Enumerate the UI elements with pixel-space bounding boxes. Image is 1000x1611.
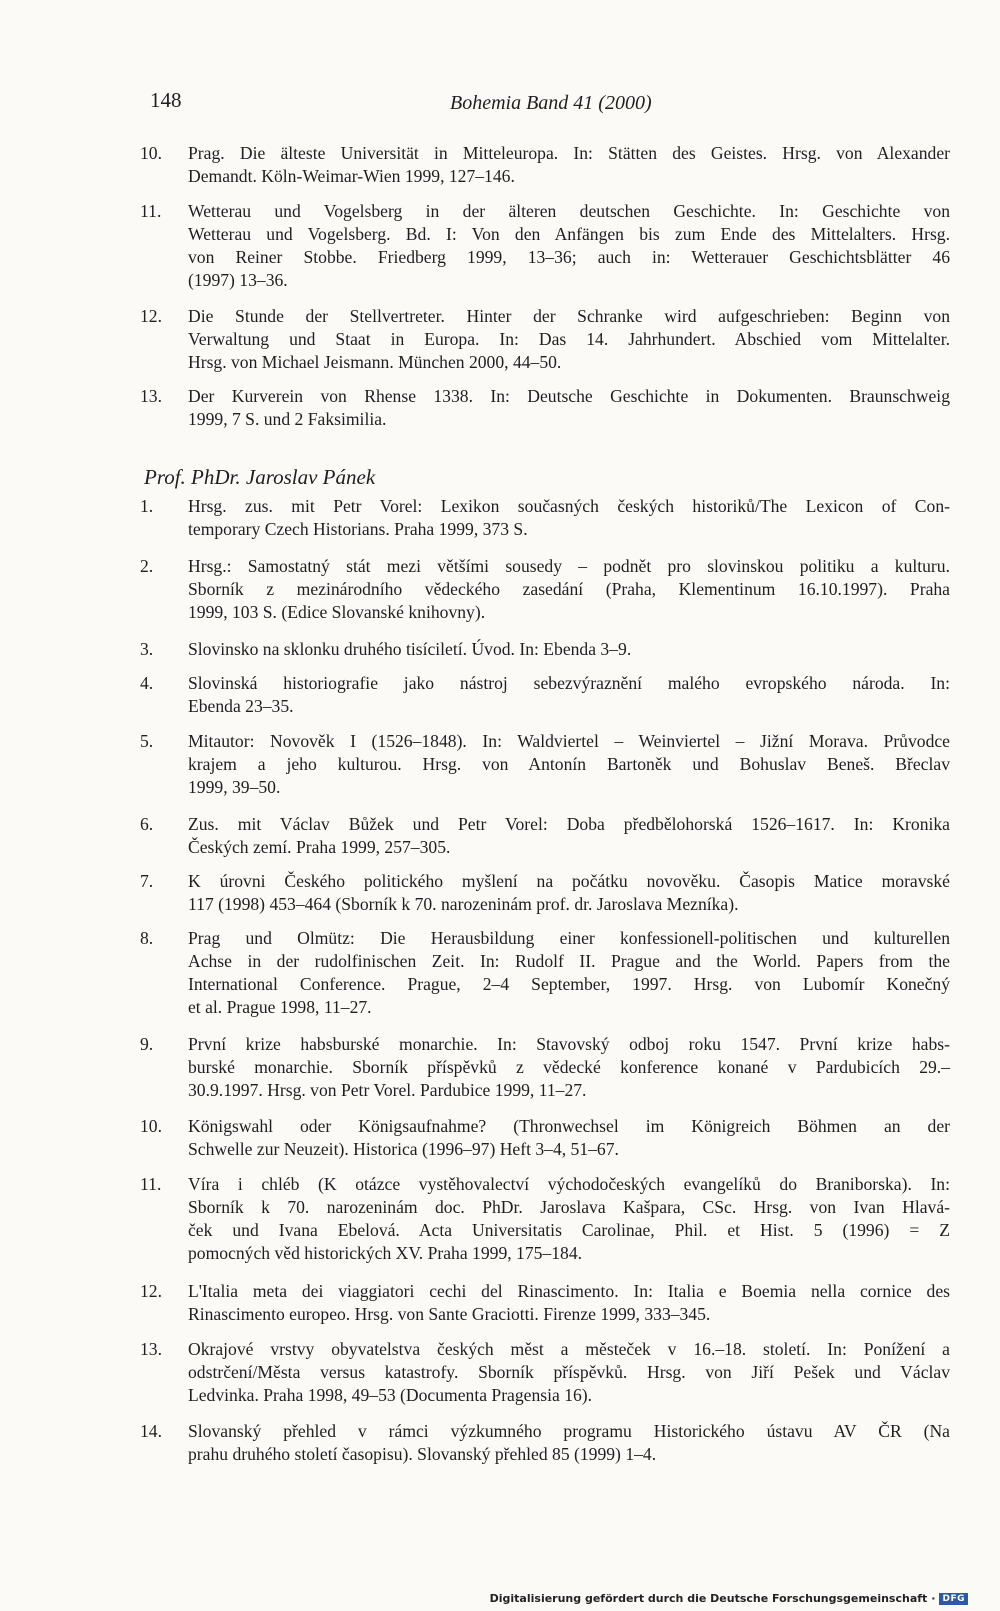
entry-line: Víra i chléb (K otázce vystěhovalectví východočeských evangelíků do Braniborska). In: bbox=[188, 1174, 950, 1194]
entry-line: Wetterau und Vogelsberg in der älteren deutschen Geschichte. In: Geschichte von bbox=[188, 201, 950, 221]
entry-line: von Reiner Stobbe. Friedberg 1999, 13–36; auch in: Wetterauer Geschichtsblätter 46 bbox=[188, 247, 950, 267]
entry-line: Wetterau und Vogelsberg. Bd. I: Von den Anfängen bis zum Ende des Mittelalters. Hrsg. bbox=[188, 224, 950, 244]
entry-line: Mitautor: Novověk I (1526–1848). In: Waldviertel – Weinviertel – Jižní Morava. Průvodce bbox=[188, 731, 950, 751]
list-item bbox=[140, 555, 950, 624]
entry-number: 9. bbox=[140, 1034, 154, 1054]
entry-line: Sborník z mezinárodního vědeckého zasedání (Praha, Klementinum 16.10.1997). Praha bbox=[188, 579, 950, 599]
entry-line: Ebenda 23–35. bbox=[188, 696, 294, 716]
entry-number: 1. bbox=[140, 496, 154, 516]
entry-line: 30.9.1997. Hrsg. von Petr Vorel. Pardubice 1999, 11–27. bbox=[188, 1080, 587, 1100]
entry-line: Hrsg. zus. mit Petr Vorel: Lexikon současných českých historiků/The Lexicon of Con- bbox=[188, 496, 950, 516]
entry-line: 117 (1998) 453–464 (Sborník k 70. narozeninám prof. dr. Jaroslava Mezníka). bbox=[188, 894, 739, 914]
entry-line: Okrajové vrstvy obyvatelstva českých měst a městeček v 16.–18. století. In: Ponížení a bbox=[188, 1339, 950, 1359]
list-item bbox=[140, 1280, 950, 1326]
list-item bbox=[140, 813, 950, 859]
list-item bbox=[140, 1173, 950, 1265]
entry-line: Rinascimento europeo. Hrsg. von Sante Graciotti. Firenze 1999, 333–345. bbox=[188, 1304, 711, 1324]
list-item bbox=[140, 200, 950, 292]
entry-number: 13. bbox=[140, 1339, 162, 1359]
entry-line: prahu druhého století časopisu). Slovanský přehled 85 (1999) 1–4. bbox=[188, 1444, 657, 1464]
entry-number: 4. bbox=[140, 673, 154, 693]
entry-line: 1999, 7 S. und 2 Faksimilia. bbox=[188, 409, 387, 429]
list-item bbox=[140, 927, 950, 1019]
entry-line: (1997) 13–36. bbox=[188, 270, 288, 290]
entry-line: Königswahl oder Königsaufnahme? (Thronwechsel im Königreich Böhmen an der bbox=[188, 1116, 950, 1136]
entry-number: 10. bbox=[140, 1116, 162, 1136]
list-item bbox=[140, 870, 950, 916]
entry-line: Hrsg.: Samostatný stát mezi většími sousedy – podnět pro slovinskou politiku a kulturu. bbox=[188, 556, 950, 576]
entry-line: et al. Prague 1998, 11–27. bbox=[188, 997, 372, 1017]
entry-line: Zus. mit Václav Bůžek und Petr Vorel: Doba předbělohorská 1526–1617. In: Kronika bbox=[188, 814, 950, 834]
entry-number: 12. bbox=[140, 306, 162, 326]
entry-line: Českých zemí. Praha 1999, 257–305. bbox=[188, 837, 451, 857]
list-item bbox=[140, 385, 950, 431]
entry-line: L'Italia meta dei viaggiatori cechi del Rinascimento. In: Italia e Boemia nella cornice des bbox=[188, 1281, 950, 1301]
list-item bbox=[140, 672, 950, 718]
entry-line: Prag und Olmütz: Die Herausbildung einer konfessionell-politischen und kulturellen bbox=[188, 928, 950, 948]
entry-line: Achse in der rudolfinischen Zeit. In: Rudolf II. Prague and the World. Papers from the bbox=[188, 951, 950, 971]
entry-line: burské monarchie. Sborník příspěvků z vědecké konference konané v Pardubicích 29.– bbox=[188, 1057, 950, 1077]
entry-line: odstrčení/Města versus katastrofy. Sborník příspěvků. Hrsg. von Jiří Pešek und Václav bbox=[188, 1362, 950, 1382]
list-item bbox=[140, 1033, 950, 1102]
list-item bbox=[140, 1115, 950, 1161]
entry-line: Verwaltung und Staat in Europa. In: Das 14. Jahrhundert. Abschied vom Mittelalter. bbox=[188, 329, 950, 349]
entry-line: Schwelle zur Neuzeit). Historica (1996–97) Heft 3–4, 51–67. bbox=[188, 1139, 619, 1159]
entry-line: 1999, 103 S. (Edice Slovanské knihovny). bbox=[188, 602, 486, 622]
credit-text: Digitalisierung gefördert durch die Deutsche Forschungsgemeinschaft bbox=[489, 1592, 928, 1605]
list-item bbox=[140, 730, 950, 799]
entry-line: Slovinská historiografie jako nástroj sebezvýraznění malého evropského národa. In: bbox=[188, 673, 950, 693]
credit-separator: · bbox=[931, 1592, 936, 1605]
entry-line: ček und Ivana Ebelová. Acta Universitatis Carolinae, Phil. et Hist. 5 (1996) = Z bbox=[188, 1220, 950, 1240]
entry-number: 7. bbox=[140, 871, 154, 891]
list-item bbox=[140, 1420, 950, 1466]
entry-line: Hrsg. von Michael Jeismann. München 2000, 44–50. bbox=[188, 352, 562, 372]
list-item bbox=[140, 1338, 950, 1407]
entry-number: 10. bbox=[140, 143, 162, 163]
entry-line: K úrovni Českého politického myšlení na počátku novověku. Časopis Matice moravské bbox=[188, 871, 950, 891]
entry-line: Demandt. Köln-Weimar-Wien 1999, 127–146. bbox=[188, 166, 515, 186]
list-item bbox=[140, 305, 950, 374]
entry-number: 3. bbox=[140, 639, 154, 659]
entry-number: 12. bbox=[140, 1281, 162, 1301]
entry-line: krajem a jeho kulturou. Hrsg. von Antonín Bartoněk und Bohuslav Beneš. Břeclav bbox=[188, 754, 950, 774]
entry-line: Ledvinka. Praha 1998, 49–53 (Documenta Pragensia 16). bbox=[188, 1385, 593, 1405]
entry-line: Slovanský přehled v rámci výzkumného programu Historického ústavu AV ČR (Na bbox=[188, 1421, 950, 1441]
dfg-logo-icon: DFG bbox=[939, 1593, 968, 1605]
entry-number: 14. bbox=[140, 1421, 162, 1441]
entry-number: 11. bbox=[140, 1174, 162, 1194]
entry-number: 2. bbox=[140, 556, 154, 576]
entry-line: První krize habsburské monarchie. In: Stavovský odboj roku 1547. První krize habs- bbox=[188, 1034, 950, 1054]
entry-line: Slovinsko na sklonku druhého tisíciletí. Úvod. In: Ebenda 3–9. bbox=[188, 639, 632, 659]
entry-line: Der Kurverein von Rhense 1338. In: Deutsche Geschichte in Dokumenten. Braunschweig bbox=[188, 386, 950, 406]
author-heading: Prof. PhDr. Jaroslav Pánek bbox=[144, 465, 376, 489]
running-head: Bohemia Band 41 (2000) bbox=[450, 92, 652, 114]
entry-line: pomocných věd historických XV. Praha 1999, 175–184. bbox=[188, 1243, 583, 1263]
entry-number: 8. bbox=[140, 928, 154, 948]
list-item bbox=[140, 142, 950, 188]
entry-line: Sborník k 70. narozeninám doc. PhDr. Jaroslava Kašpara, CSc. Hrsg. von Ivan Hlavá- bbox=[188, 1197, 950, 1217]
entry-line: 1999, 39–50. bbox=[188, 777, 281, 797]
entry-line: temporary Czech Historians. Praha 1999, 373 S. bbox=[188, 519, 528, 539]
entry-line: International Conference. Prague, 2–4 September, 1997. Hrsg. von Lubomír Konečný bbox=[188, 974, 950, 994]
list-item bbox=[140, 638, 950, 661]
entry-number: 13. bbox=[140, 386, 162, 406]
entry-line: Die Stunde der Stellvertreter. Hinter der Schranke wird aufgeschrieben: Beginn von bbox=[188, 306, 950, 326]
digitization-credit bbox=[490, 1592, 968, 1605]
list-item bbox=[140, 495, 950, 541]
entry-number: 5. bbox=[140, 731, 154, 751]
entry-number: 6. bbox=[140, 814, 154, 834]
page-number: 148 bbox=[150, 88, 182, 112]
entry-line: Prag. Die älteste Universität in Mitteleuropa. In: Stätten des Geistes. Hrsg. von Alexander bbox=[188, 143, 950, 163]
entry-number: 11. bbox=[140, 201, 162, 221]
